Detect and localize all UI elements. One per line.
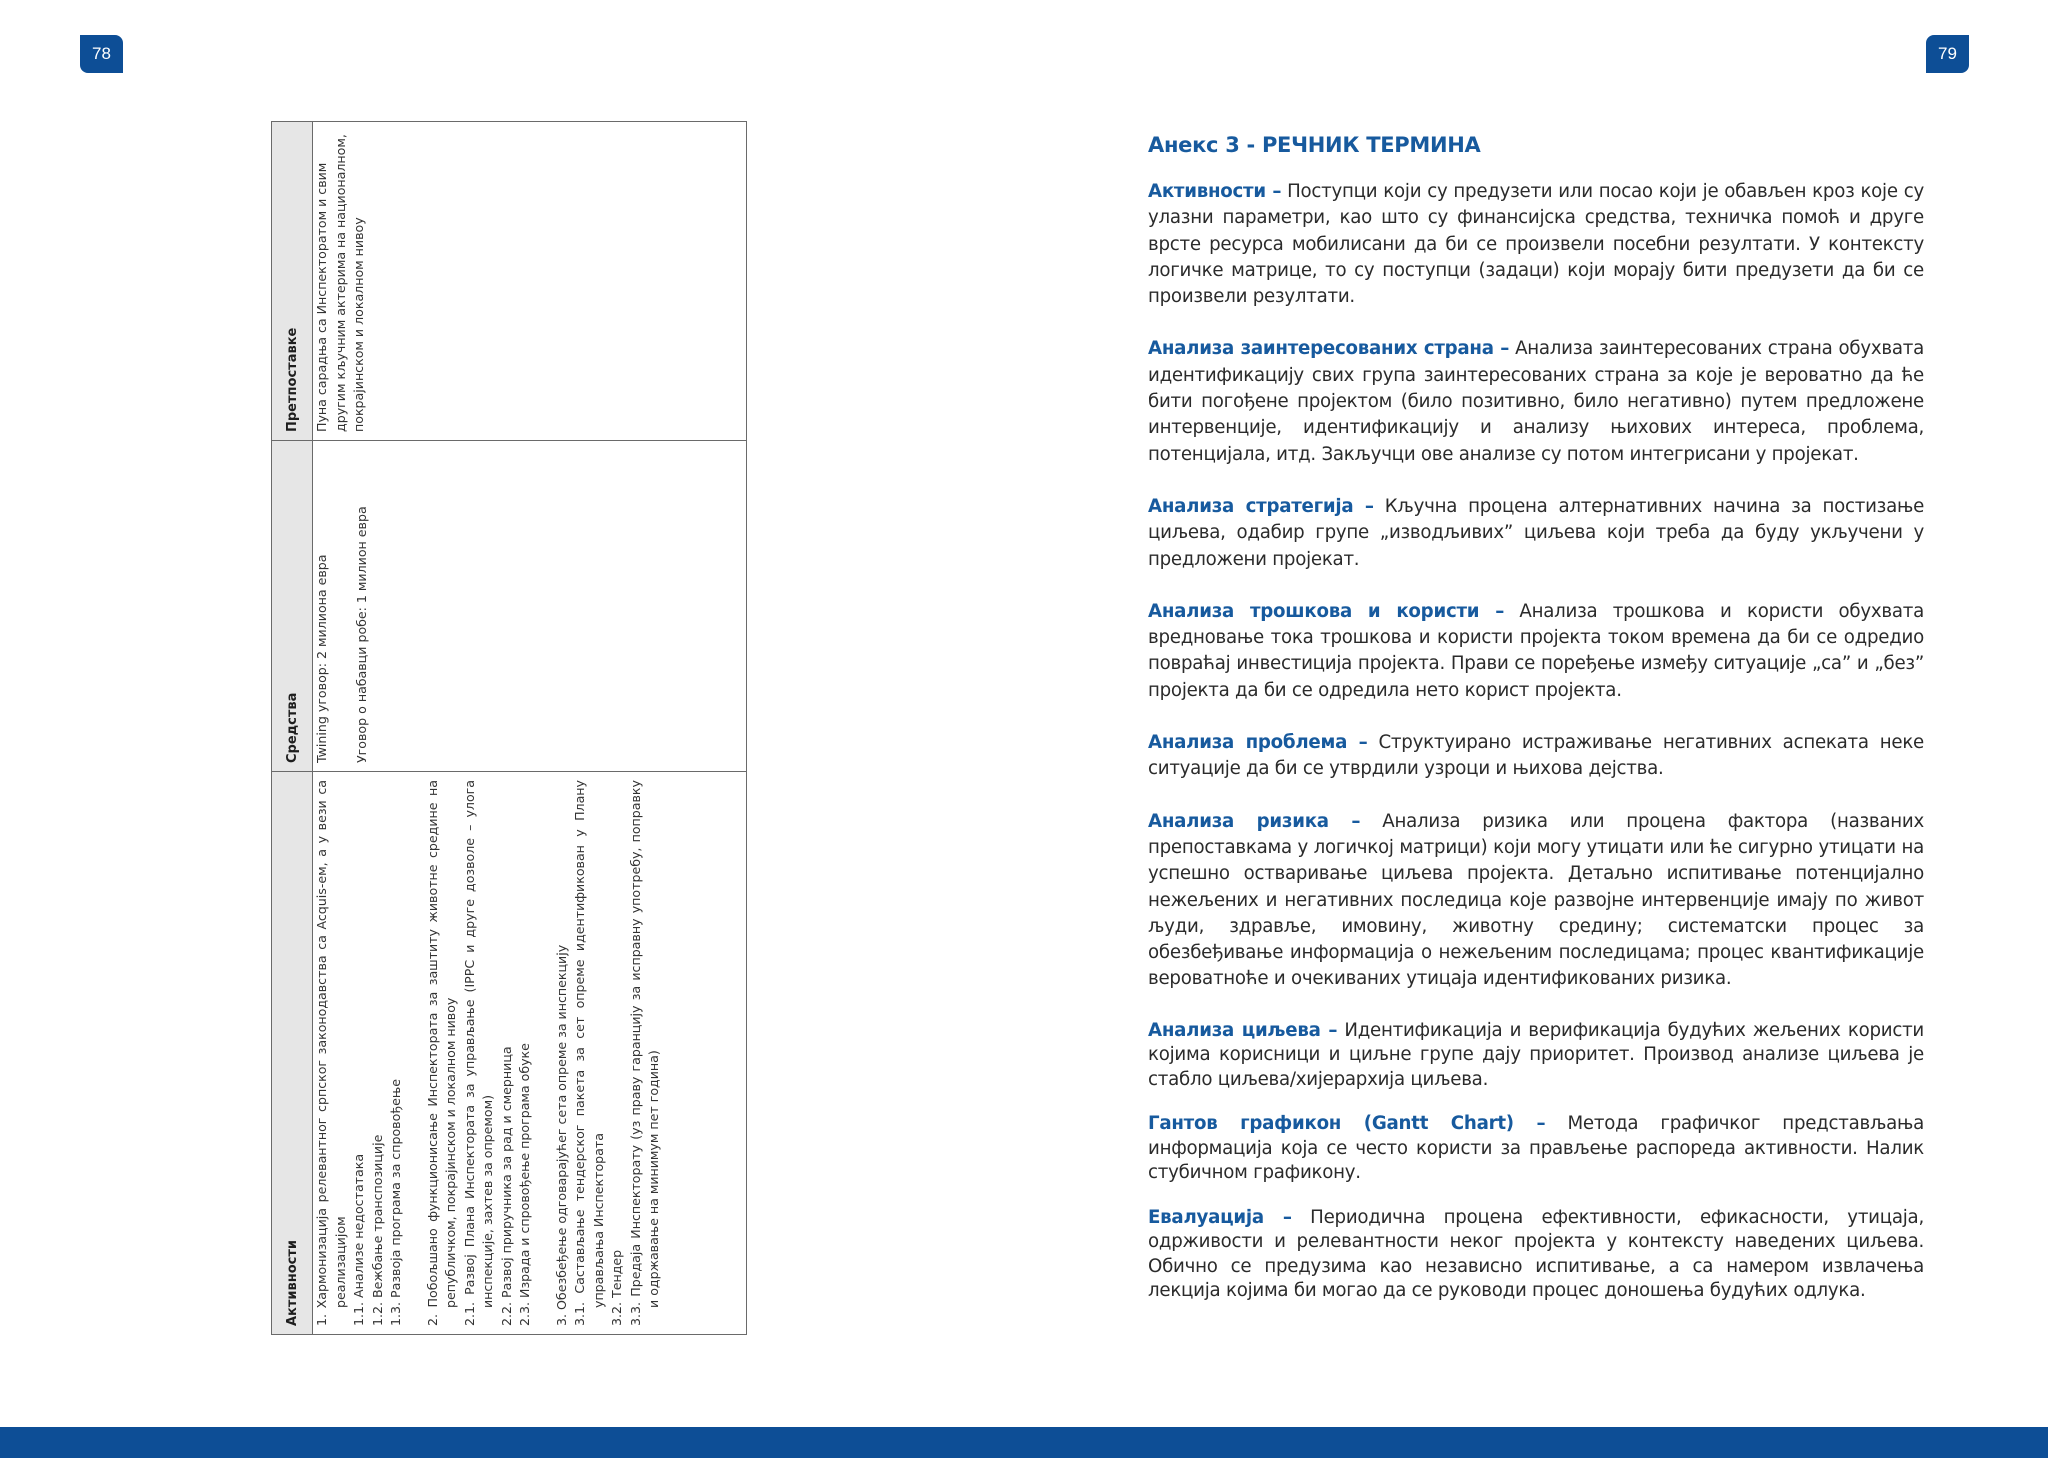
glossary-definition: Периодична процена ефективности, ефикасности, утицаја, одрживости и релевантности неког пројекта у контексту наведених циљева. Обично се предузима као независно испитивање, а са намером извлачења лекција којима би могао да се руководи процес доношења будућих одлука. — [1148, 1206, 1924, 1302]
glossary-definition: Метода графичког представљања информација која се често користи за прављење распореда активности. Налик стубичном графикону. — [1148, 1113, 1924, 1184]
activity-2-3: 2.3. Израда и спровођење програма обуке — [517, 1043, 532, 1326]
glossary-entry — [1148, 1206, 1924, 1304]
activities-cell — [313, 772, 747, 1335]
assumption-line-1: Пуна сарадња са Инспекторатом и свим — [314, 162, 329, 432]
glossary — [1148, 133, 1924, 1324]
glossary-definition: Поступци који су предузети или посао који је обављен кроз које су улазни параметри, као што су финансијска средства, техничка помоћ и друге врсте ресурса мобилисани да би се произвели посебни резултати. У контексту логичке матрице, то су поступци (задаци) који морају бити предузети да би се произвели резултати. — [1148, 181, 1924, 308]
glossary-term: Анализа циљева – — [1148, 1019, 1338, 1041]
glossary-definition: Анализа ризика или процена фактора (названих препоставкама у логичкој матрици) који могу утицати или ће сигурно утицати на успешно остваривање циљева пројекта. Детаљно испитивање потенцијално нежељених и негативних последица које развојне интервенције имају по живот људи, здравље, имовину, животну средину; систематски процес за обезбеђивање информација о нежељеним последицама; процес квантификације вероватноће и очекиваних утицаја идентификованих ризика. — [1148, 810, 1924, 990]
page-number-left: 78 — [80, 35, 123, 73]
glossary-entry — [1148, 494, 1924, 573]
glossary-entry — [1148, 336, 1924, 467]
activity-3-3: 3.3. Предаја Инспекторату (уз праву гаранцију за исправну употребу, поправку — [627, 780, 643, 1326]
glossary-entry — [1148, 179, 1924, 310]
header-activities: Активности — [272, 772, 313, 1335]
activity-1-cont: реализацијом — [332, 1216, 348, 1308]
activity-3-3-cont: и одржавање на минимум пет година) — [646, 1050, 661, 1308]
glossary-entry — [1148, 1112, 1924, 1186]
activity-2: 2. Побољшано функционисање Инспектората за заштиту животне средине на — [424, 780, 440, 1326]
glossary-entry — [1148, 809, 1924, 993]
activity-2-cont: републичком, покрајинском и локалном нивоу — [443, 997, 458, 1308]
glossary-term: Евалуација – — [1148, 1206, 1292, 1228]
activity-3-1: 3.1. Састављање тендерског пакета за сет опреме идентификован у Плану — [572, 780, 587, 1326]
glossary-title: Анекс 3 - РЕЧНИК ТЕРМИНА — [1148, 133, 1481, 157]
assumption-line-3: покрајинском и локалном нивоу — [351, 217, 366, 432]
glossary-entry — [1148, 599, 1924, 704]
glossary-term: Анализа ризика – — [1148, 810, 1361, 832]
activity-3-2: 3.2. Тендер — [609, 1249, 624, 1326]
means-supply: Уговор о набавци робе: 1 милион евра — [353, 506, 369, 763]
glossary-entry — [1148, 730, 1924, 783]
header-means: Средства — [272, 441, 313, 772]
glossary-definition: Идентификација и верификација будућих жељених користи којима корисници и циљне групе дају приоритет. Производ анализе циљева је стабло циљева/хијерархија циљева. — [1148, 1019, 1924, 1090]
activity-2-1: 2.1. Развој Плана Инспектората за управљање (IPPC и друге дозволе – улога — [461, 780, 477, 1326]
logframe-table-wrapper — [271, 122, 747, 1335]
activity-1-1: 1.1. Анализе недостатака — [351, 1153, 366, 1326]
glossary-definition: Анализа заинтересованих страна обухвата идентификацију свих група заинтересованих страна за које је вероватно да ће бити погођене пројектом (било позитивно, било негативно) путем предложене интервенције, идентификацију и анализу њихових интереса, проблема, потенцијала, итд. Закључци ове анализе су потом интегрисани у пројекат. — [1148, 338, 1924, 465]
footer-bar — [0, 1427, 2048, 1458]
activity-3: 3. Обезбеђење одговарајућег сета опреме за инспекцију — [553, 944, 569, 1326]
glossary-term: Гантов графикон (Gantt Chart) – — [1148, 1113, 1546, 1135]
glossary-definition: Структуирано истраживање негативних аспеката неке ситуације да би се утврдили узроци и њихова дејства. — [1148, 732, 1924, 780]
activity-2-1-cont: инспекције, захтев за опремом) — [480, 1094, 495, 1308]
glossary-term: Анализа проблема – — [1148, 732, 1368, 754]
activity-3-1-cont: управљања Инспектората — [590, 1133, 606, 1308]
glossary-term: Анализа заинтересованих страна – — [1148, 338, 1510, 360]
glossary-entry — [1148, 1019, 1924, 1093]
glossary-term: Активности – — [1148, 181, 1282, 202]
logframe-table — [271, 121, 747, 1335]
assumption-line-2: другим кључним актерима на националном, — [332, 134, 348, 432]
activity-1: 1. Хармонизација релевантног српског законодавства са Acquis-ем, а у вези са — [314, 780, 329, 1326]
glossary-term: Анализа трошкова и користи – — [1148, 600, 1505, 622]
activity-2-2: 2.2. Развој приручника за рад и смерница — [498, 1046, 514, 1326]
glossary-definition: Анализа трошкова и користи обухвата вредновање тока трошкова и користи пројекта током времена да би се одредио повраћај инвестиција пројекта. Прави се поређење између ситуације „са” и „без” пројекта да би се одредила нето корист пројекта. — [1148, 600, 1925, 701]
activity-1-2: 1.2. Вежбање транспозиције — [369, 1134, 385, 1326]
glossary-term: Анализа стратегија – — [1148, 495, 1374, 517]
glossary-definition: Кључна процена алтернативних начина за постизање циљева, одабир групе „изводљивих” циљева који треба да буду укључени у предложени пројекат. — [1148, 495, 1925, 570]
means-twinning: Twining уговор: 2 милиона евра — [314, 554, 329, 763]
header-assumptions: Претпоставке — [272, 122, 313, 441]
assumptions-cell — [313, 122, 747, 441]
page-number-right: 79 — [1926, 35, 1969, 73]
activity-1-3: 1.3. Развоја програма за спровођење — [388, 1079, 403, 1326]
means-cell — [313, 441, 747, 772]
